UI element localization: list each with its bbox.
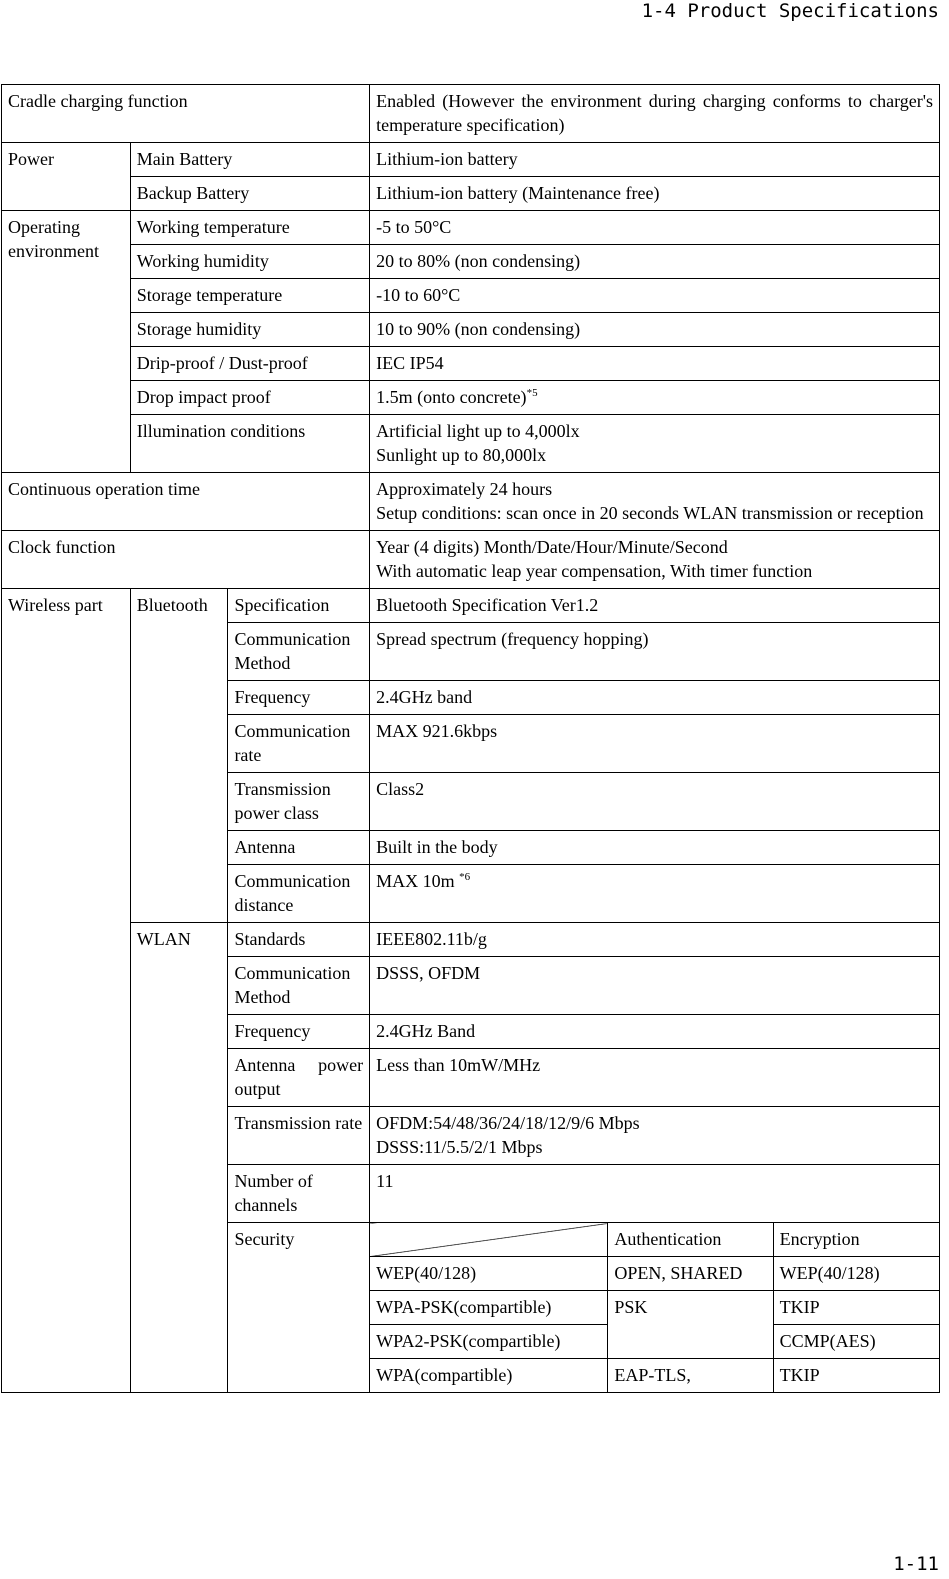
spec-item: Antenna <box>228 831 370 865</box>
spec-value: Lithium-ion battery <box>370 143 940 177</box>
spec-value: Class2 <box>370 773 940 831</box>
spec-value: 20 to 80% (non condensing) <box>370 245 940 279</box>
security-name: WEP(40/128) <box>370 1257 608 1291</box>
footnote-mark: *6 <box>459 871 471 883</box>
spec-value: 11 <box>370 1165 940 1223</box>
security-enc: TKIP <box>773 1359 939 1393</box>
spec-item: Transmission rate <box>228 1107 370 1165</box>
spec-sublabel: Main Battery <box>130 143 369 177</box>
continuous-line-1: Approximately 24 hours <box>376 479 553 499</box>
spec-label: Power <box>2 143 131 211</box>
table-row <box>2 347 940 381</box>
spec-table <box>1 84 940 1393</box>
spec-item: Antenna power output <box>228 1049 370 1107</box>
security-enc: WEP(40/128) <box>773 1257 939 1291</box>
security-name: WPA(compartible) <box>370 1359 608 1393</box>
security-col-header: Authentication <box>608 1223 773 1257</box>
rate-line-2: DSSS:11/5.5/2/1 Mbps <box>376 1137 543 1157</box>
spec-value: 2.4GHz band <box>370 681 940 715</box>
spec-value: Spread spectrum (frequency hopping) <box>370 623 940 681</box>
table-row <box>2 589 940 623</box>
spec-sublabel: Illumination conditions <box>130 415 369 473</box>
spec-sublabel: Working temperature <box>130 211 369 245</box>
illum-line-2: Sunlight up to 80,000lx <box>376 445 547 465</box>
spec-label: Cradle charging function <box>2 85 370 143</box>
spec-value <box>370 1107 940 1165</box>
table-row <box>2 531 940 589</box>
table-row <box>2 177 940 211</box>
spec-sublabel: Drip-proof / Dust-proof <box>130 347 369 381</box>
table-row <box>2 415 940 473</box>
spec-item: Communication Method <box>228 957 370 1015</box>
security-name: WPA-PSK(compartible) <box>370 1291 608 1325</box>
spec-value: -5 to 50°C <box>370 211 940 245</box>
spec-value: Built in the body <box>370 831 940 865</box>
table-row <box>2 245 940 279</box>
spec-sublabel: Storage temperature <box>130 279 369 313</box>
spec-value <box>370 473 940 531</box>
table-row <box>2 313 940 347</box>
clock-line-2: With automatic leap year compensation, With timer function <box>376 561 813 581</box>
spec-value: 10 to 90% (non condensing) <box>370 313 940 347</box>
spec-value: Bluetooth Specification Ver1.2 <box>370 589 940 623</box>
security-auth: EAP-TLS, <box>608 1359 773 1393</box>
distance-value: MAX 10m <box>376 871 455 891</box>
spec-sublabel: Backup Battery <box>130 177 369 211</box>
spec-item: Standards <box>228 923 370 957</box>
spec-value: 2.4GHz Band <box>370 1015 940 1049</box>
security-auth: OPEN, SHARED <box>608 1257 773 1291</box>
page-header: 1-4 Product Specifications <box>641 0 939 22</box>
security-auth: PSK <box>608 1291 773 1359</box>
spec-label: Operating environment <box>2 211 131 473</box>
spec-value <box>370 865 940 923</box>
continuous-line-2: Setup conditions: scan once in 20 seconds WLAN transmission or reception <box>376 503 924 523</box>
security-name: WPA2-PSK(compartible) <box>370 1325 608 1359</box>
table-row <box>2 211 940 245</box>
security-enc: CCMP(AES) <box>773 1325 939 1359</box>
spec-item: Security <box>228 1223 370 1393</box>
spec-label: Clock function <box>2 531 370 589</box>
spec-label: Wireless part <box>2 589 131 1393</box>
table-row <box>2 143 940 177</box>
spec-value: Less than 10mW/MHz <box>370 1049 940 1107</box>
spec-sublabel: Storage humidity <box>130 313 369 347</box>
spec-value: IEC IP54 <box>370 347 940 381</box>
spec-value: DSSS, OFDM <box>370 957 940 1015</box>
spec-item: Number of channels <box>228 1165 370 1223</box>
spec-value: MAX 921.6kbps <box>370 715 940 773</box>
security-col-header: Encryption <box>773 1223 939 1257</box>
spec-sublabel: Drop impact proof <box>130 381 369 415</box>
spec-item: Communication rate <box>228 715 370 773</box>
spec-sublabel: WLAN <box>130 923 228 1393</box>
spec-item: Frequency <box>228 1015 370 1049</box>
spec-value: Lithium-ion battery (Maintenance free) <box>370 177 940 211</box>
spec-value: -10 to 60°C <box>370 279 940 313</box>
spec-value: IEEE802.11b/g <box>370 923 940 957</box>
diagonal-header-cell <box>370 1223 608 1257</box>
spec-label: Continuous operation time <box>2 473 370 531</box>
spec-value <box>370 531 940 589</box>
spec-value <box>370 381 940 415</box>
spec-value: Enabled (However the environment during charging conforms to charger's temperature specification) <box>370 85 940 143</box>
clock-line-1: Year (4 digits) Month/Date/Hour/Minute/Second <box>376 537 728 557</box>
drop-value: 1.5m (onto concrete) <box>376 387 527 407</box>
table-row <box>2 473 940 531</box>
spec-value <box>370 415 940 473</box>
illum-line-1: Artificial light up to 4,000lx <box>376 421 580 441</box>
table-row <box>2 85 940 143</box>
spec-item: Communication distance <box>228 865 370 923</box>
table-row <box>2 381 940 415</box>
spec-sublabel: Bluetooth <box>130 589 228 923</box>
spec-item: Specification <box>228 589 370 623</box>
security-enc: TKIP <box>773 1291 939 1325</box>
spec-item: Transmission power class <box>228 773 370 831</box>
page-number: 1-11 <box>893 1553 939 1575</box>
footnote-mark: *5 <box>526 387 538 399</box>
spec-item: Frequency <box>228 681 370 715</box>
spec-sublabel: Working humidity <box>130 245 369 279</box>
rate-line-1: OFDM:54/48/36/24/18/12/9/6 Mbps <box>376 1113 640 1133</box>
spec-item: Communication Method <box>228 623 370 681</box>
table-row <box>2 923 940 957</box>
table-row <box>2 279 940 313</box>
